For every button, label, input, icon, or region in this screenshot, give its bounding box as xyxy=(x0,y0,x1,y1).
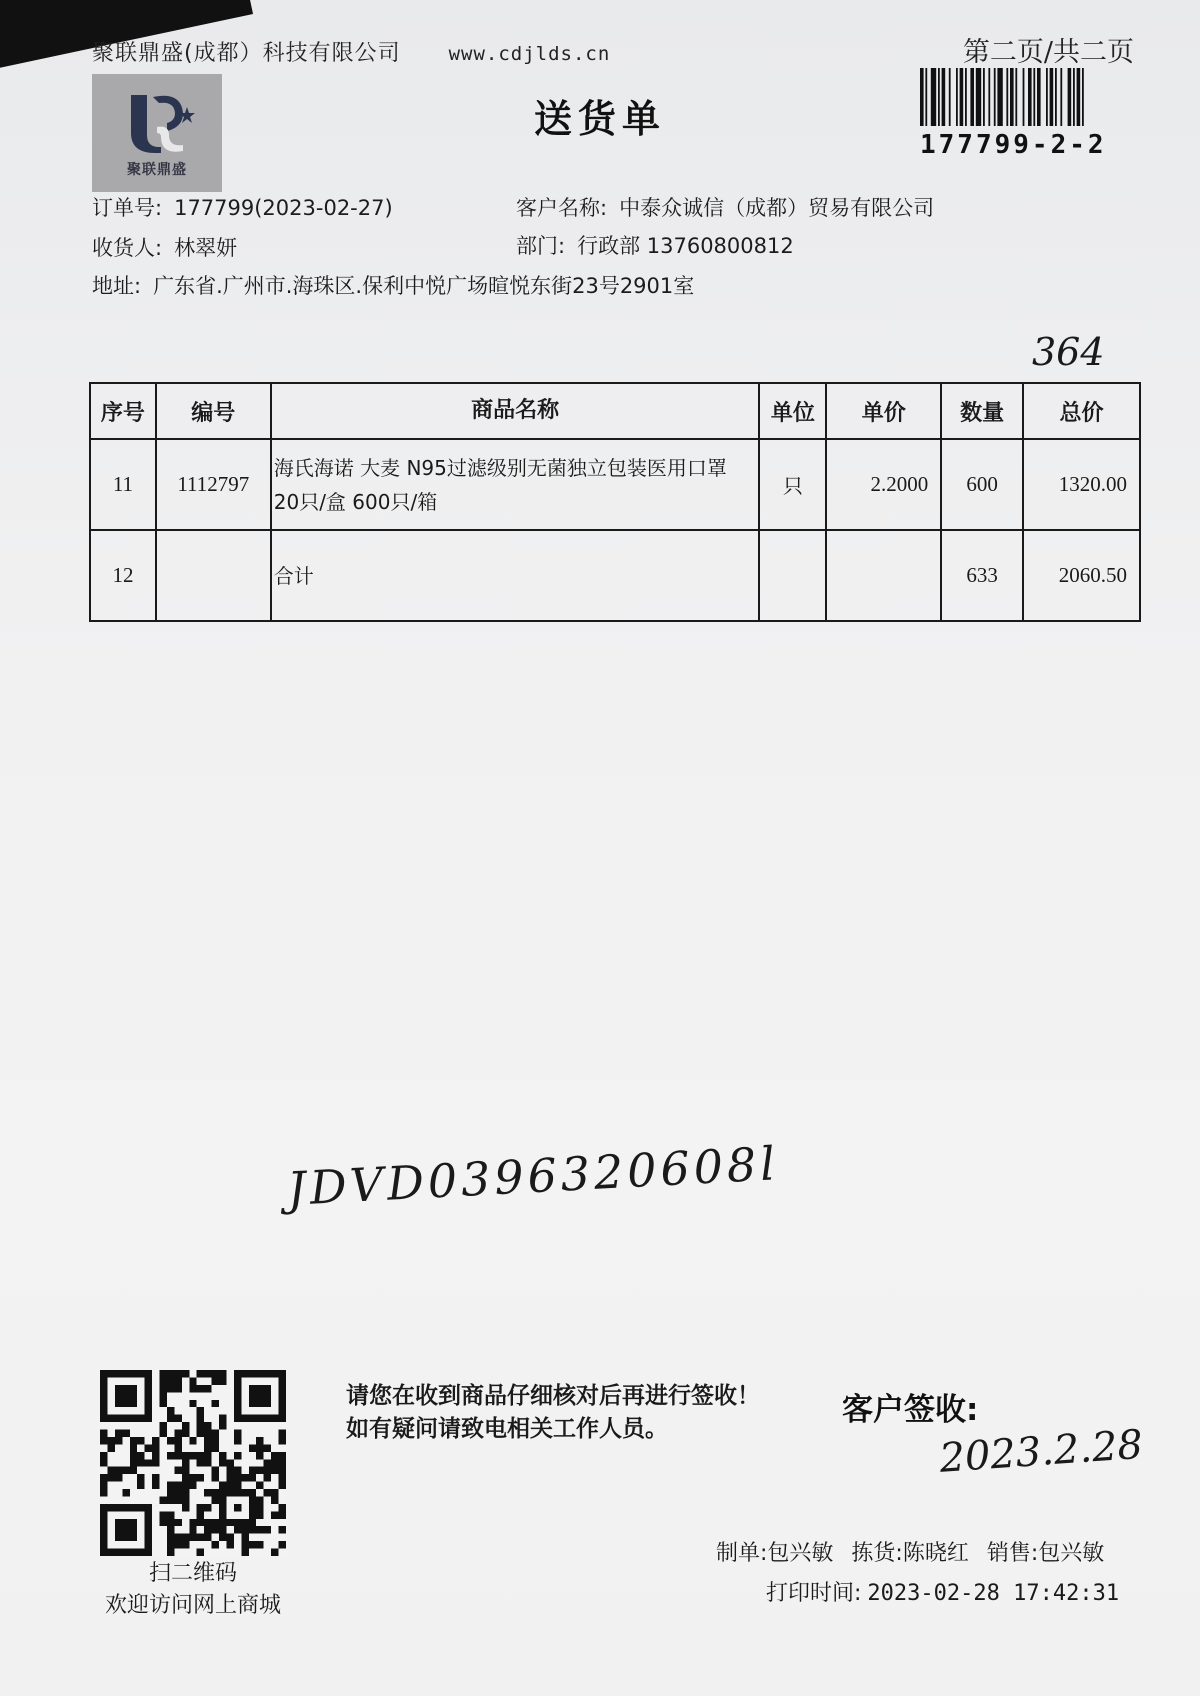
company-name: 聚联鼎盛(成都）科技有限公司 xyxy=(92,41,401,66)
col-header-qty: 数量 xyxy=(941,383,1023,439)
customer-name-value: 中泰众诚信（成都）贸易有限公司 xyxy=(619,196,935,220)
notice-text: 请您在收到商品仔细核对后再进行签收！如有疑问请致电相关工作人员。 xyxy=(346,1383,760,1442)
page-indicator: 第二页/共二页 xyxy=(962,37,1134,68)
print-time-label: 打印时间: xyxy=(766,1581,862,1606)
cell-qty: 633 xyxy=(941,530,1023,621)
col-header-total: 总价 xyxy=(1023,383,1140,439)
print-time xyxy=(766,1576,1119,1607)
cell-unit: 只 xyxy=(759,439,826,530)
cell-seq: 11 xyxy=(90,439,156,530)
col-header-unit: 单位 xyxy=(759,383,826,439)
qr-caption-line2: 欢迎访问网上商城 xyxy=(104,1593,281,1618)
address-label: 地址: xyxy=(92,274,142,298)
cell-code: 1112797 xyxy=(156,439,271,530)
company-website: www.cdjlds.cn xyxy=(448,43,611,65)
cell-unit xyxy=(759,530,826,621)
logo-text: 聚联鼎盛 xyxy=(127,162,187,178)
cell-code xyxy=(156,530,271,621)
address-value: 广东省.广州市.海珠区.保利中悦广场暄悦东街23号2901室 xyxy=(153,274,695,298)
department xyxy=(516,230,794,260)
cell-name: 合计 xyxy=(271,530,760,621)
cell-seq: 12 xyxy=(90,530,156,621)
receiver xyxy=(92,232,237,262)
col-header-name: 商品名称 xyxy=(271,383,760,439)
document-title: 送货单 xyxy=(533,97,666,141)
barcode-number: 177799-2-2 xyxy=(920,130,1107,160)
col-header-price: 单价 xyxy=(826,383,941,439)
cell-total: 1320.00 xyxy=(1023,439,1140,530)
handwritten-tracking-number: JDVD0396320608l xyxy=(286,1136,781,1216)
signature-date: 2023.2.28 xyxy=(938,1421,1145,1482)
picker: 拣货:陈晓红 xyxy=(851,1541,969,1566)
cell-total: 2060.50 xyxy=(1023,530,1140,621)
col-header-seq: 序号 xyxy=(90,383,156,439)
cell-price: 2.2000 xyxy=(826,439,941,530)
customer-name-label: 客户名称: xyxy=(516,196,608,220)
qr-caption xyxy=(78,1558,308,1622)
order-number xyxy=(92,192,393,222)
barcode-icon xyxy=(920,68,1136,126)
receiver-label: 收货人: xyxy=(92,236,163,260)
qr-code-icon[interactable] xyxy=(100,1370,286,1556)
order-number-label: 订单号: xyxy=(92,196,163,220)
cell-price xyxy=(826,530,941,621)
customer-signature-label: 客户签收: xyxy=(842,1392,979,1428)
print-time-value: 2023-02-28 17:42:31 xyxy=(867,1581,1120,1606)
table-row xyxy=(90,439,1140,530)
department-label: 部门: xyxy=(516,234,566,258)
table-row-total xyxy=(90,530,1140,621)
company-header xyxy=(92,36,610,67)
col-header-code: 编号 xyxy=(156,383,271,439)
qr-caption-line1: 扫二维码 xyxy=(148,1561,237,1586)
maker: 制单:包兴敏 xyxy=(716,1541,834,1566)
barcode-block xyxy=(920,68,1136,160)
items-table xyxy=(89,382,1141,622)
order-number-value: 177799(2023-02-27) xyxy=(174,196,393,220)
table-header-row xyxy=(90,383,1140,439)
department-value: 行政部 13760800812 xyxy=(577,234,794,258)
address xyxy=(92,270,694,300)
receiver-value: 林翠妍 xyxy=(174,236,238,260)
sales: 销售:包兴敏 xyxy=(986,1541,1105,1566)
handwritten-note: 364 xyxy=(1032,330,1105,374)
customer-name xyxy=(516,192,934,222)
staff-line xyxy=(716,1536,1200,1567)
cell-name: 海氏海诺 大麦 N95过滤级别无菌独立包装医用口罩 20只/盒 600只/箱 xyxy=(271,439,760,530)
cell-qty: 600 xyxy=(941,439,1023,530)
